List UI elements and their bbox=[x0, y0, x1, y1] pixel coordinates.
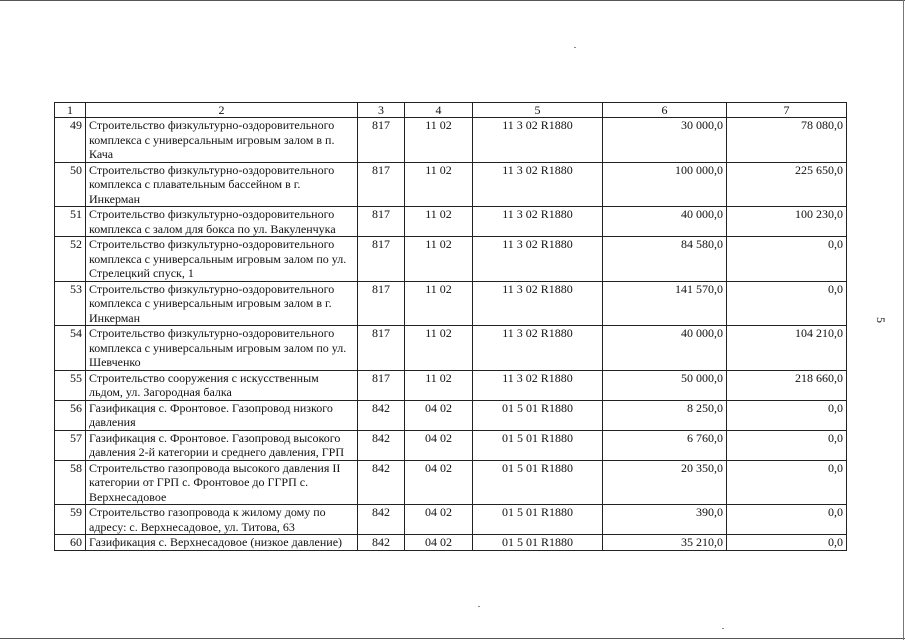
table-row bbox=[55, 207, 847, 237]
row-number-cell: 54 bbox=[55, 326, 86, 371]
amount-col7-cell: 0,0 bbox=[727, 535, 847, 551]
object-name-cell: Строительство физкультурно-оздоровительного комплекса с универсальным игровым залом в п. Кача bbox=[86, 118, 358, 163]
table-row bbox=[55, 370, 847, 400]
section-code-cell: 11 02 bbox=[405, 326, 473, 371]
scan-bottom-border bbox=[0, 638, 905, 639]
amount-col6-cell: 35 210,0 bbox=[603, 535, 727, 551]
ministry-code-cell: 817 bbox=[358, 370, 405, 400]
object-name-cell: Газификация с. Фронтовое. Газопровод высокого давления 2-й категории и среднего давления, ГРП bbox=[86, 430, 358, 460]
object-name-cell: Строительство газопровода к жилому дому по адресу: с. Верхнесадовое, ул. Титова, 63 bbox=[86, 505, 358, 535]
table-row bbox=[55, 400, 847, 430]
amount-col6-cell: 141 570,0 bbox=[603, 281, 727, 326]
section-code-cell: 11 02 bbox=[405, 162, 473, 207]
section-code-cell: 04 02 bbox=[405, 430, 473, 460]
object-name-cell: Газификация с. Фронтовое. Газопровод низкого давления bbox=[86, 400, 358, 430]
object-name-cell: Строительство газопровода высокого давления II категории от ГРП с. Фронтовое до ГГРП с. Верхнесадовое bbox=[86, 460, 358, 505]
target-article-cell: 11 3 02 R1880 bbox=[473, 207, 603, 237]
row-number-cell: 58 bbox=[55, 460, 86, 505]
scan-speck bbox=[722, 628, 724, 629]
scan-speck bbox=[478, 606, 480, 607]
section-code-cell: 11 02 bbox=[405, 207, 473, 237]
section-code-cell: 11 02 bbox=[405, 118, 473, 163]
scan-top-border bbox=[0, 0, 905, 1]
object-name-cell: Строительство физкультурно-оздоровительного комплекса с универсальным игровым залом в г. Инкерман bbox=[86, 281, 358, 326]
table-row bbox=[55, 118, 847, 163]
target-article-cell: 11 3 02 R1880 bbox=[473, 237, 603, 282]
amount-col7-cell: 0,0 bbox=[727, 430, 847, 460]
target-article-cell: 11 3 02 R1880 bbox=[473, 326, 603, 371]
object-name-cell: Строительство физкультурно-оздоровительного комплекса с универсальным игровым залом по ул. Стрелецкий спуск, 1 bbox=[86, 237, 358, 282]
ministry-code-cell: 842 bbox=[358, 505, 405, 535]
section-code-cell: 11 02 bbox=[405, 237, 473, 282]
amount-col6-cell: 50 000,0 bbox=[603, 370, 727, 400]
scan-speck bbox=[574, 47, 576, 48]
section-code-cell: 11 02 bbox=[405, 370, 473, 400]
amount-col7-cell: 104 210,0 bbox=[727, 326, 847, 371]
table-row bbox=[55, 281, 847, 326]
ministry-code-cell: 817 bbox=[358, 237, 405, 282]
row-number-cell: 52 bbox=[55, 237, 86, 282]
amount-col6-cell: 20 350,0 bbox=[603, 460, 727, 505]
amount-col7-cell: 218 660,0 bbox=[727, 370, 847, 400]
section-code-cell: 11 02 bbox=[405, 281, 473, 326]
row-number-cell: 56 bbox=[55, 400, 86, 430]
header-cell: 7 bbox=[727, 103, 847, 118]
header-cell: 3 bbox=[358, 103, 405, 118]
page-number: 5 bbox=[874, 317, 888, 323]
target-article-cell: 01 5 01 R1880 bbox=[473, 430, 603, 460]
ministry-code-cell: 842 bbox=[358, 400, 405, 430]
row-number-cell: 59 bbox=[55, 505, 86, 535]
ministry-code-cell: 817 bbox=[358, 162, 405, 207]
header-cell: 1 bbox=[55, 103, 86, 118]
target-article-cell: 01 5 01 R1880 bbox=[473, 505, 603, 535]
ministry-code-cell: 817 bbox=[358, 281, 405, 326]
header-cell: 2 bbox=[86, 103, 358, 118]
amount-col7-cell: 100 230,0 bbox=[727, 207, 847, 237]
object-name-cell: Строительство физкультурно-оздоровительного комплекса с универсальным игровым залом по ул. Шевченко bbox=[86, 326, 358, 371]
row-number-cell: 55 bbox=[55, 370, 86, 400]
section-code-cell: 04 02 bbox=[405, 535, 473, 551]
amount-col7-cell: 0,0 bbox=[727, 400, 847, 430]
amount-col6-cell: 84 580,0 bbox=[603, 237, 727, 282]
row-number-cell: 53 bbox=[55, 281, 86, 326]
amount-col6-cell: 40 000,0 bbox=[603, 207, 727, 237]
amount-col6-cell: 390,0 bbox=[603, 505, 727, 535]
row-number-cell: 49 bbox=[55, 118, 86, 163]
table-header-row bbox=[55, 103, 847, 118]
amount-col7-cell: 78 080,0 bbox=[727, 118, 847, 163]
amount-col6-cell: 8 250,0 bbox=[603, 400, 727, 430]
table-row bbox=[55, 237, 847, 282]
row-number-cell: 51 bbox=[55, 207, 86, 237]
table-row bbox=[55, 505, 847, 535]
amount-col7-cell: 225 650,0 bbox=[727, 162, 847, 207]
table-row bbox=[55, 430, 847, 460]
amount-col7-cell: 0,0 bbox=[727, 237, 847, 282]
target-article-cell: 11 3 02 R1880 bbox=[473, 281, 603, 326]
amount-col6-cell: 6 760,0 bbox=[603, 430, 727, 460]
ministry-code-cell: 842 bbox=[358, 430, 405, 460]
section-code-cell: 04 02 bbox=[405, 400, 473, 430]
object-name-cell: Газификация с. Верхнесадовое (низкое давление) bbox=[86, 535, 358, 551]
target-article-cell: 01 5 01 R1880 bbox=[473, 460, 603, 505]
row-number-cell: 60 bbox=[55, 535, 86, 551]
header-cell: 6 bbox=[603, 103, 727, 118]
table-row bbox=[55, 326, 847, 371]
scan-right-border bbox=[903, 0, 904, 640]
amount-col6-cell: 30 000,0 bbox=[603, 118, 727, 163]
header-cell: 4 bbox=[405, 103, 473, 118]
amount-col6-cell: 100 000,0 bbox=[603, 162, 727, 207]
row-number-cell: 57 bbox=[55, 430, 86, 460]
table-row bbox=[55, 460, 847, 505]
target-article-cell: 11 3 02 R1880 bbox=[473, 118, 603, 163]
object-name-cell: Строительство физкультурно-оздоровительного комплекса с плавательным бассейном в г. Инкерман bbox=[86, 162, 358, 207]
amount-col7-cell: 0,0 bbox=[727, 505, 847, 535]
amount-col7-cell: 0,0 bbox=[727, 281, 847, 326]
target-article-cell: 01 5 01 R1880 bbox=[473, 400, 603, 430]
ministry-code-cell: 817 bbox=[358, 326, 405, 371]
row-number-cell: 50 bbox=[55, 162, 86, 207]
object-name-cell: Строительство физкультурно-оздоровительного комплекса с залом для бокса по ул. Вакуленчука bbox=[86, 207, 358, 237]
target-article-cell: 01 5 01 R1880 bbox=[473, 535, 603, 551]
header-cell: 5 bbox=[473, 103, 603, 118]
budget-table bbox=[54, 102, 847, 551]
section-code-cell: 04 02 bbox=[405, 460, 473, 505]
amount-col6-cell: 40 000,0 bbox=[603, 326, 727, 371]
ministry-code-cell: 817 bbox=[358, 207, 405, 237]
target-article-cell: 11 3 02 R1880 bbox=[473, 370, 603, 400]
table-row bbox=[55, 535, 847, 551]
target-article-cell: 11 3 02 R1880 bbox=[473, 162, 603, 207]
ministry-code-cell: 817 bbox=[358, 118, 405, 163]
amount-col7-cell: 0,0 bbox=[727, 460, 847, 505]
object-name-cell: Строительство сооружения с искусственным льдом, ул. Загородная балка bbox=[86, 370, 358, 400]
ministry-code-cell: 842 bbox=[358, 460, 405, 505]
table-row bbox=[55, 162, 847, 207]
section-code-cell: 04 02 bbox=[405, 505, 473, 535]
ministry-code-cell: 842 bbox=[358, 535, 405, 551]
